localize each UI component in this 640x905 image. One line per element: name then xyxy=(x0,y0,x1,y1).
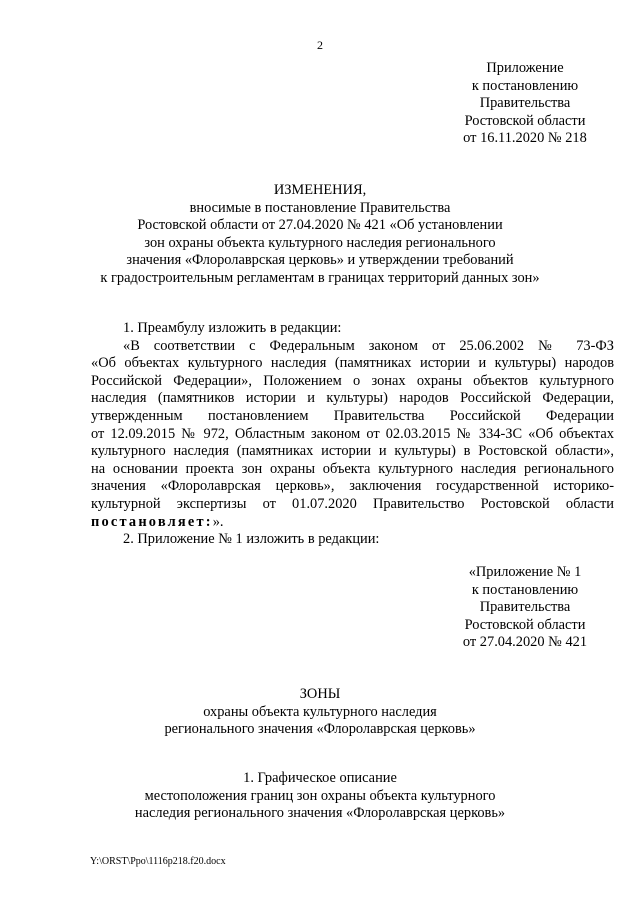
zones-heading xyxy=(60,686,580,739)
preamble-line: культурного наследия (памятниках истории и культуры) в Ростовской области», xyxy=(91,443,614,460)
changes-subtitle-line: Ростовской области от 27.04.2020 № 421 «Об установлении xyxy=(137,217,503,234)
section-1-title-line: наследия регионального значения «Флоролаврская церковь» xyxy=(134,805,506,822)
changes-subtitle-line: зон охраны объекта культурного наследия регионального xyxy=(144,234,496,251)
annex-line: Приложение xyxy=(486,60,564,76)
zones-subtitle-line: регионального значения «Флоролаврская церковь» xyxy=(164,721,476,738)
annex-new-line: Правительства xyxy=(479,599,571,616)
zones-subtitle-line: охраны объекта культурного наследия xyxy=(203,703,437,720)
annex-new-line: Ростовской области xyxy=(464,616,586,633)
decree-end: ». xyxy=(212,513,224,530)
preamble-line: значения «Флоролаврская церковь», заключения государственной историко- xyxy=(91,478,614,495)
page-number: 2 xyxy=(317,38,323,52)
decree-word: постановляет: xyxy=(91,513,213,530)
changes-heading xyxy=(60,182,580,288)
changes-subtitle-line: вносимые в постановление Правительства xyxy=(189,199,451,216)
section-1-title-line: местоположения границ зон охраны объекта культурного xyxy=(144,787,496,804)
annex-new-line: «Приложение № 1 xyxy=(468,564,582,580)
preamble-line: «В соответствии с Федеральным законом от 25.06.2002 № 73-ФЗ xyxy=(123,337,614,354)
annex-line: от 16.11.2020 № 218 xyxy=(463,130,587,147)
annex-new-line: к постановлению xyxy=(471,581,579,598)
zones-title: ЗОНЫ xyxy=(299,686,341,702)
preamble-line: Российской Федерации», Положением о зонах охраны объектов культурного xyxy=(91,372,614,389)
annex-line: Правительства xyxy=(479,95,571,112)
annex-header xyxy=(430,60,620,148)
annex-new xyxy=(430,564,620,652)
decree-line xyxy=(91,514,614,532)
preamble-line: культурной экспертизы от 01.07.2020 Правительство Ростовской области xyxy=(91,495,614,512)
item-2-heading: 2. Приложение № 1 изложить в редакции: xyxy=(123,531,380,548)
section-1-title-line: 1. Графическое описание xyxy=(243,770,397,786)
preamble-line: утвержденным постановлением Правительства Российской Федерации xyxy=(91,407,614,424)
annex-line: Ростовской области xyxy=(464,112,586,129)
annex-new-line: от 27.04.2020 № 421 xyxy=(462,634,588,651)
item-1-heading: 1. Преамбулу изложить в редакции: xyxy=(123,320,342,336)
changes-title: ИЗМЕНЕНИЯ, xyxy=(273,182,367,198)
footer-file-path: Y:\ORST\Ppo\1116p218.f20.docx xyxy=(90,856,226,867)
preamble-line: от 12.09.2015 № 972, Областным законом от 02.03.2015 № 334-ЗС «Об объектах xyxy=(91,425,614,442)
changes-subtitle-line: значения «Флоролаврская церковь» и утверждении требований xyxy=(126,252,514,269)
changes-subtitle-line: к градостроительным регламентам в границах территорий данных зон» xyxy=(100,269,540,286)
preamble-line: наследия (памятников истории и культуры) народов Российской Федерации, xyxy=(91,390,614,407)
preamble-line: «Об объектах культурного наследия (памятниках истории и культуры) народов xyxy=(91,355,614,372)
item-1 xyxy=(91,320,614,549)
annex-line: к постановлению xyxy=(471,77,579,94)
section-1-heading xyxy=(60,770,580,823)
preamble-line: на основании проекта зон охраны объекта культурного наследия регионального xyxy=(91,460,614,477)
